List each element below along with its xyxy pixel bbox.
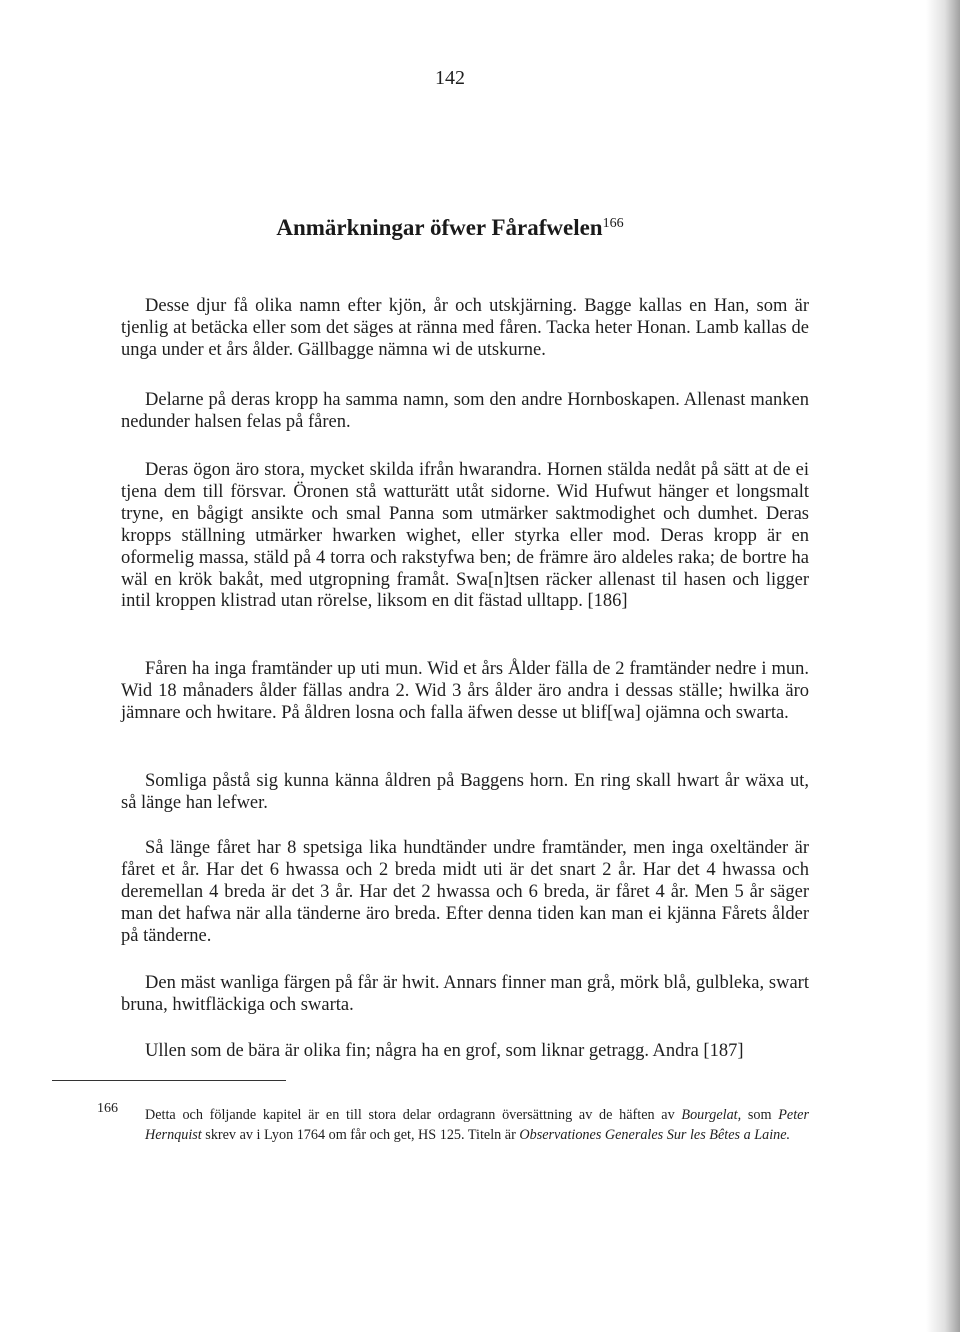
- chapter-title-text: Anmärkningar öfwer Fårafwelen: [276, 215, 603, 240]
- footnote: [97, 1101, 809, 1145]
- footnote-text-part-1: Detta och följande kapitel är en till stora delar ordagrann översättning av de häften av: [145, 1107, 682, 1123]
- paragraph-6: Så länge fåret har 8 spetsiga lika hundtänder undre framtänder, men inga oxeltänder är fåret et år. Har det 6 hwassa och 2 breda midt uti är det snart 2 år. Har det 4 hwassa och deremellan 4 breda är det 3 år. Har det 2 hwassa och 6 breda, är fåret 4 år. Men 5 år säger man det hafwa när alla tänderne äro breda. Efter denna tiden kan man ei kjänna Fårets ålder på tänderne.: [121, 838, 809, 946]
- footnote-number: 166: [97, 1101, 118, 1116]
- footnote-italic-title: Observationes Generales Sur les Bêtes a Laine.: [519, 1127, 791, 1143]
- page-binding-shadow: [926, 0, 960, 1332]
- page-number: 142: [435, 67, 465, 89]
- footnote-reference: 166: [602, 216, 624, 231]
- paragraph-8: Ullen som de bära är olika fin; några ha en grof, som liknar getragg. Andra [187]: [145, 1041, 744, 1061]
- paragraph-1: Desse djur få olika namn efter kjön, år och utskjärning. Bagge kallas en Han, som är tjenlig at betäcka eller som det säges at ränna med fåren. Tacka heter Honan. Lamb kallas de unga under et års ålder. Gällbagge nämna wi de utskurne.: [121, 296, 809, 360]
- footnote-italic-author: Bourgelat,: [681, 1107, 742, 1123]
- footnote-italic-name: Peter Hernquist: [145, 1107, 809, 1143]
- chapter-title: [0, 208, 900, 244]
- paragraph-4: Fåren ha inga framtänder up uti mun. Wid et års Ålder fälla de 2 framtänder nedre i mun. Wid 18 månaders ålder fällas andra 2. Wid 3 års ålder äro andra i dessas ställe; hwilka äro jämnare och hwitare. På åldren losna och falla äfwen desse ut blif[wa] ojämna och swarta.: [121, 659, 809, 723]
- paragraph-7: Den mäst wanliga färgen på får är hwit. Annars finner man grå, mörk blå, gulbleka, swart bruna, hwitfläckiga och swarta.: [121, 973, 809, 1015]
- paragraph-3: Deras ögon äro stora, mycket skilda ifrån hwarandra. Hornen stälda nedåt på sätt at de ei tjena dem till försvar. Öronen stå watturätt utåt sidorne. Wid Hufwut hänger et longsmalt tryne, en bågigt ansikte och smal Panna som utmärker saktmodighet och dumhet. Deras kropps ställning utmärker hwarken wighet, eller styrka eller mod. Deras kropp är en oformelig massa, stäld på 4 torra och rakstyfwa ben; de främre äro aldeles raka; de bortre ha wäl en krök bakåt, med utgropning framåt. Swa[n]tsen räcker allenast til hasen och ligger intil kroppen klistrad utan rörelse, liksom en dit fästad ulltapp. [186]: [121, 460, 809, 612]
- footnote-divider: [52, 1080, 286, 1081]
- footnote-text: [145, 1105, 809, 1145]
- paragraph-5: Somliga påstå sig kunna känna åldren på Baggens horn. En ring skall hwart år wäxa ut, så länge han lefwer.: [121, 771, 809, 813]
- paragraph-2: Delarne på deras kropp ha samma namn, som den andre Hornboskapen. Allenast manken nedunder halsen felas på fåren.: [121, 390, 809, 432]
- footnote-text-part-2: som: [741, 1107, 779, 1123]
- footnote-text-part-3: skrev av i Lyon 1764 om får och get, HS 125. Titeln är: [201, 1127, 520, 1143]
